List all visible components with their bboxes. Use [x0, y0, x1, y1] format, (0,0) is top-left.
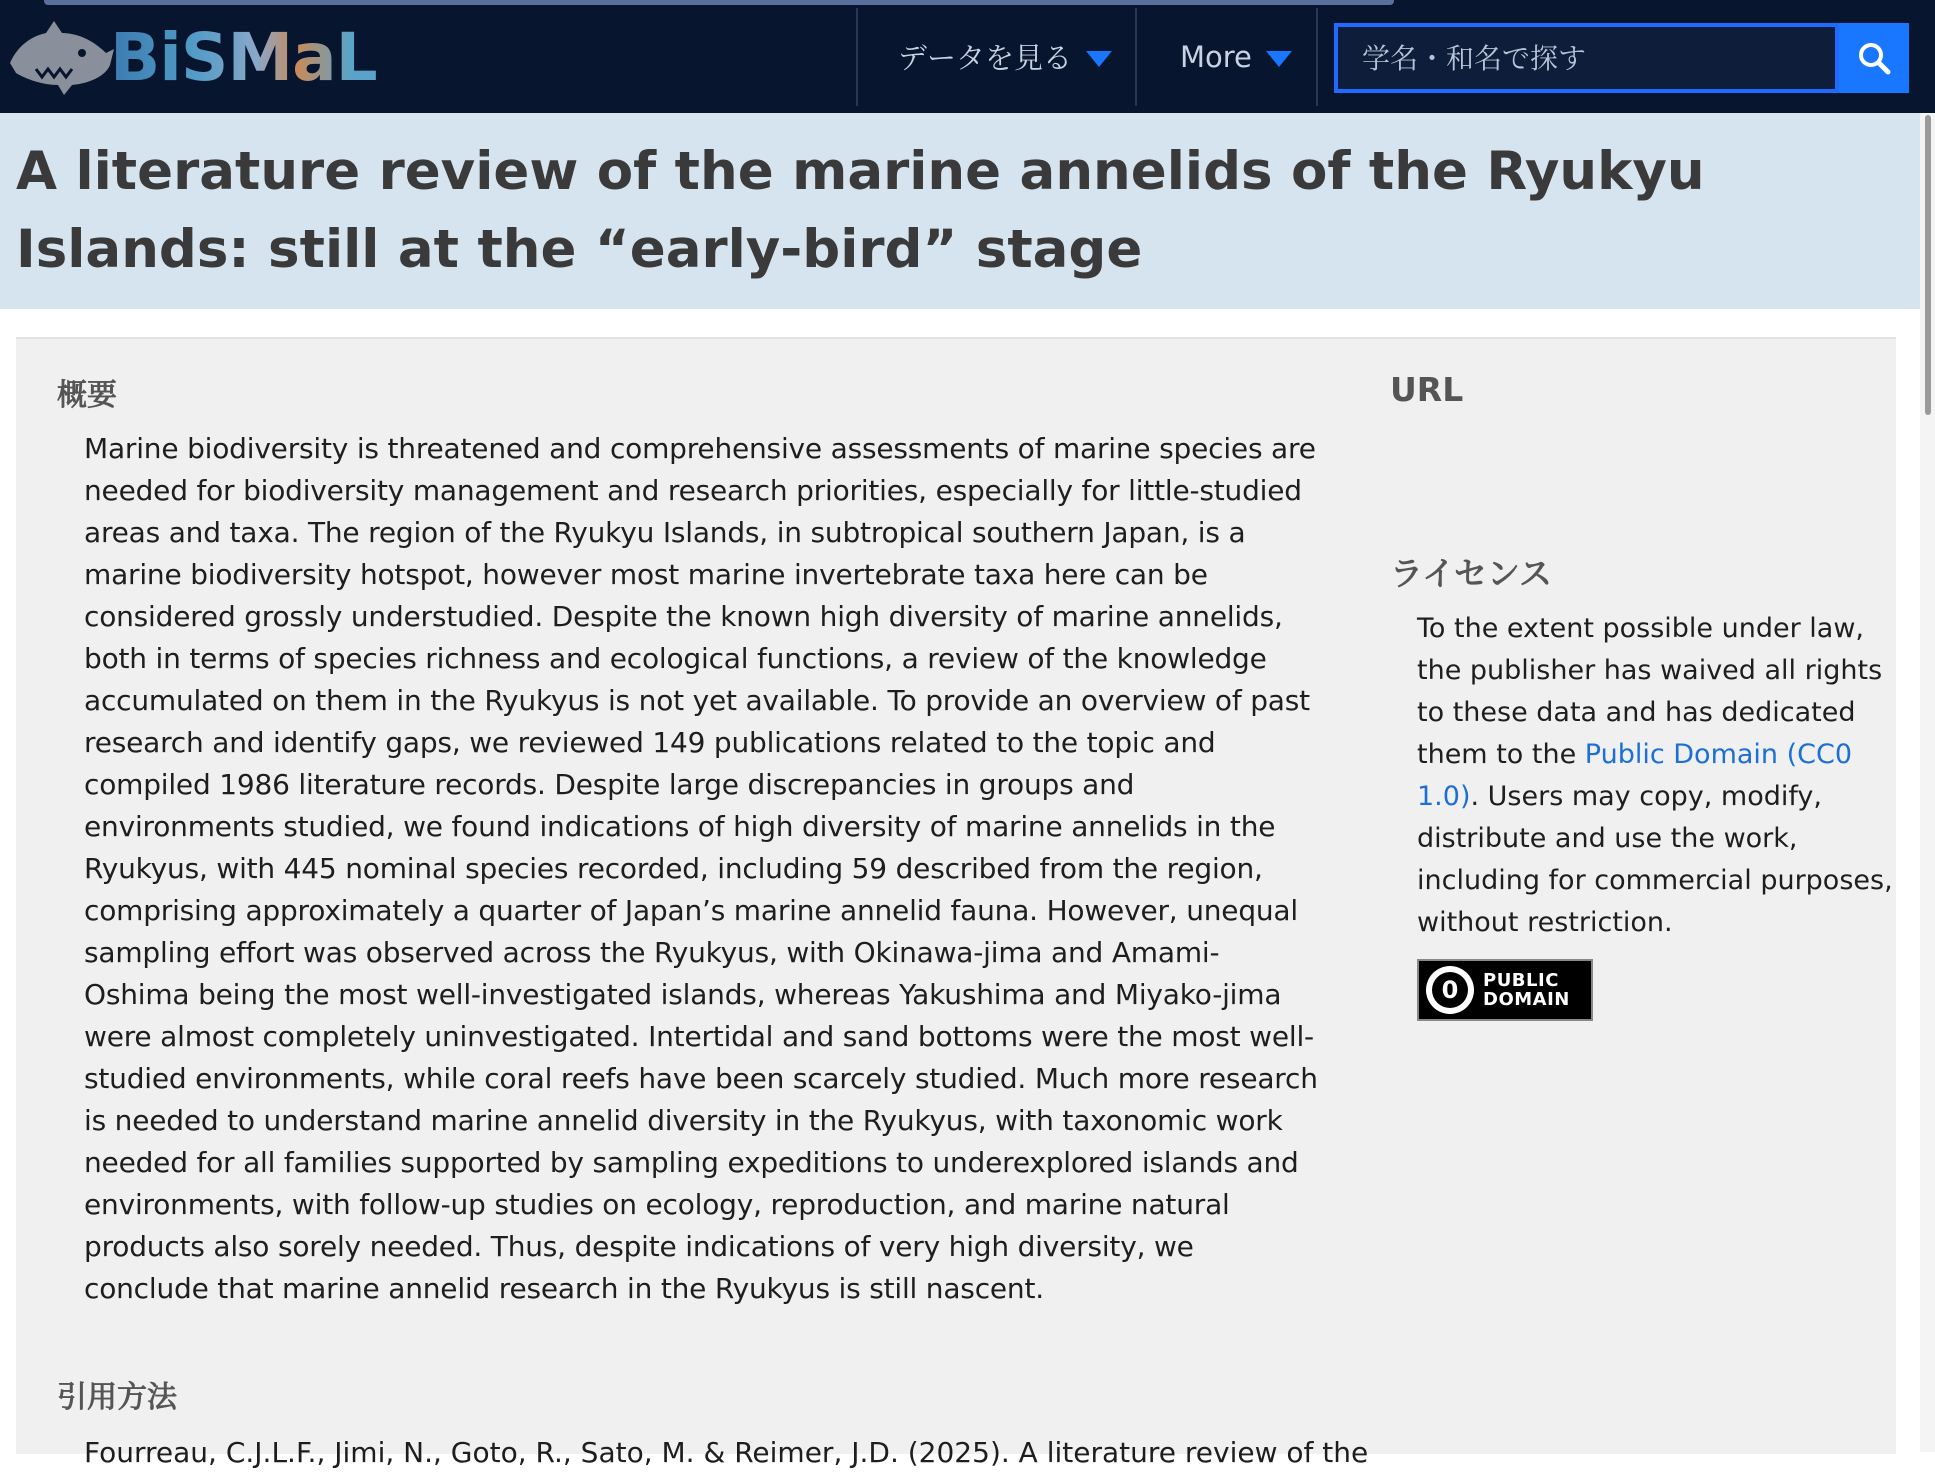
cc-zero-symbol: 0: [1432, 972, 1468, 1008]
badge-line-2: DOMAIN: [1483, 989, 1570, 1010]
magnifier-icon: [1857, 41, 1891, 75]
badge-line-1: PUBLIC: [1483, 970, 1559, 991]
nav-more-menu[interactable]: [1180, 0, 1292, 113]
page-title: A literature review of the marine annelids of the Ryukyu Islands: still at the “early-bird” stage: [16, 141, 1705, 280]
badge-label: [1483, 971, 1570, 1009]
caret-down-icon: [1086, 51, 1112, 67]
scrollbar-thumb[interactable]: [1925, 115, 1931, 415]
search-button[interactable]: [1839, 23, 1909, 93]
nav-data-label: データを見る: [898, 41, 1073, 75]
logo-text: BiSMaL: [110, 19, 377, 96]
nav-more-label: More: [1180, 39, 1252, 74]
abstract-text: Marine biodiversity is threatened and comprehensive assessments of marine species are needed for biodiversity management and research priorities, especially for little-studied areas and taxa. The region of the Ryukyu Islands, in subtropical southern Japan, is a marine biodiversity hotspot, however most marine invertebrate taxa here can be considered grossly understudied. Despite the known high diversity of marine annelids, both in terms of species richness and ecological functions, a review of the knowledge accumulated on them in the Ryukyus is not yet available. To provide an overview of past research and identify gaps, we reviewed 149 publications related to the topic and compiled 1986 literature records. Despite large discrepancies in groups and environments studied, we found indications of high diversity of marine annelids in the Ryukyus, with 445 nominal species recorded, including 59 described from the region, comprising approximately a quarter of Japan’s marine annelid fauna. However, unequal sampling effort was observed across the Ryukyus, with Okinawa-jima and Amami-Oshima being the most well-investigated islands, whereas Yakushima and Miyako-jima were almost completely uninvestigated. Intertidal and sand bottoms were the most well-studied environments, while coral reefs have been scarcely studied. Much more research is needed to understand marine annelid diversity in the Ryukyus, with taxonomic work needed for all families supported by sampling expeditions to underexplored islands and environments, with follow-up studies on ecology, reproduction, and marine natural products also sorely needed. Thus, despite indications of very high diversity, we conclude that marine annelid research in the Ryukyus is still nascent.: [84, 432, 1318, 1305]
license-text: [1417, 608, 1897, 944]
nav-divider: [856, 8, 858, 106]
cc0-license-link[interactable]: Public Domain (CC0 1.0): [1417, 739, 1853, 812]
url-heading: URL: [1390, 370, 1464, 409]
nav-data-menu[interactable]: [898, 0, 1112, 113]
top-navigation-bar: [0, 0, 1935, 113]
citation-text: Fourreau, C.J.L.F., Jimi, N., Goto, R., Sato, M. & Reimer, J.D. (2025). A literature review of the: [84, 1436, 1369, 1469]
citation-heading: 引用方法: [57, 1380, 177, 1415]
license-heading: ライセンス: [1390, 554, 1553, 593]
nav-divider: [1135, 8, 1137, 106]
nav-divider: [1316, 8, 1318, 106]
shark-icon: [6, 19, 116, 97]
site-logo[interactable]: [6, 18, 377, 98]
license-text-after: . Users may copy, modify, distribute and use the work, including for commercial purposes, without restriction.: [1417, 781, 1893, 938]
public-domain-badge[interactable]: [1417, 959, 1593, 1021]
license-text-before: To the extent possible under law, the publisher has waived all rights to these data and has dedicated them to the: [1417, 613, 1883, 770]
caret-down-icon: [1266, 51, 1292, 67]
cc-zero-icon: [1426, 966, 1474, 1014]
abstract-heading: 概要: [57, 378, 117, 413]
search-input[interactable]: [1334, 23, 1839, 93]
